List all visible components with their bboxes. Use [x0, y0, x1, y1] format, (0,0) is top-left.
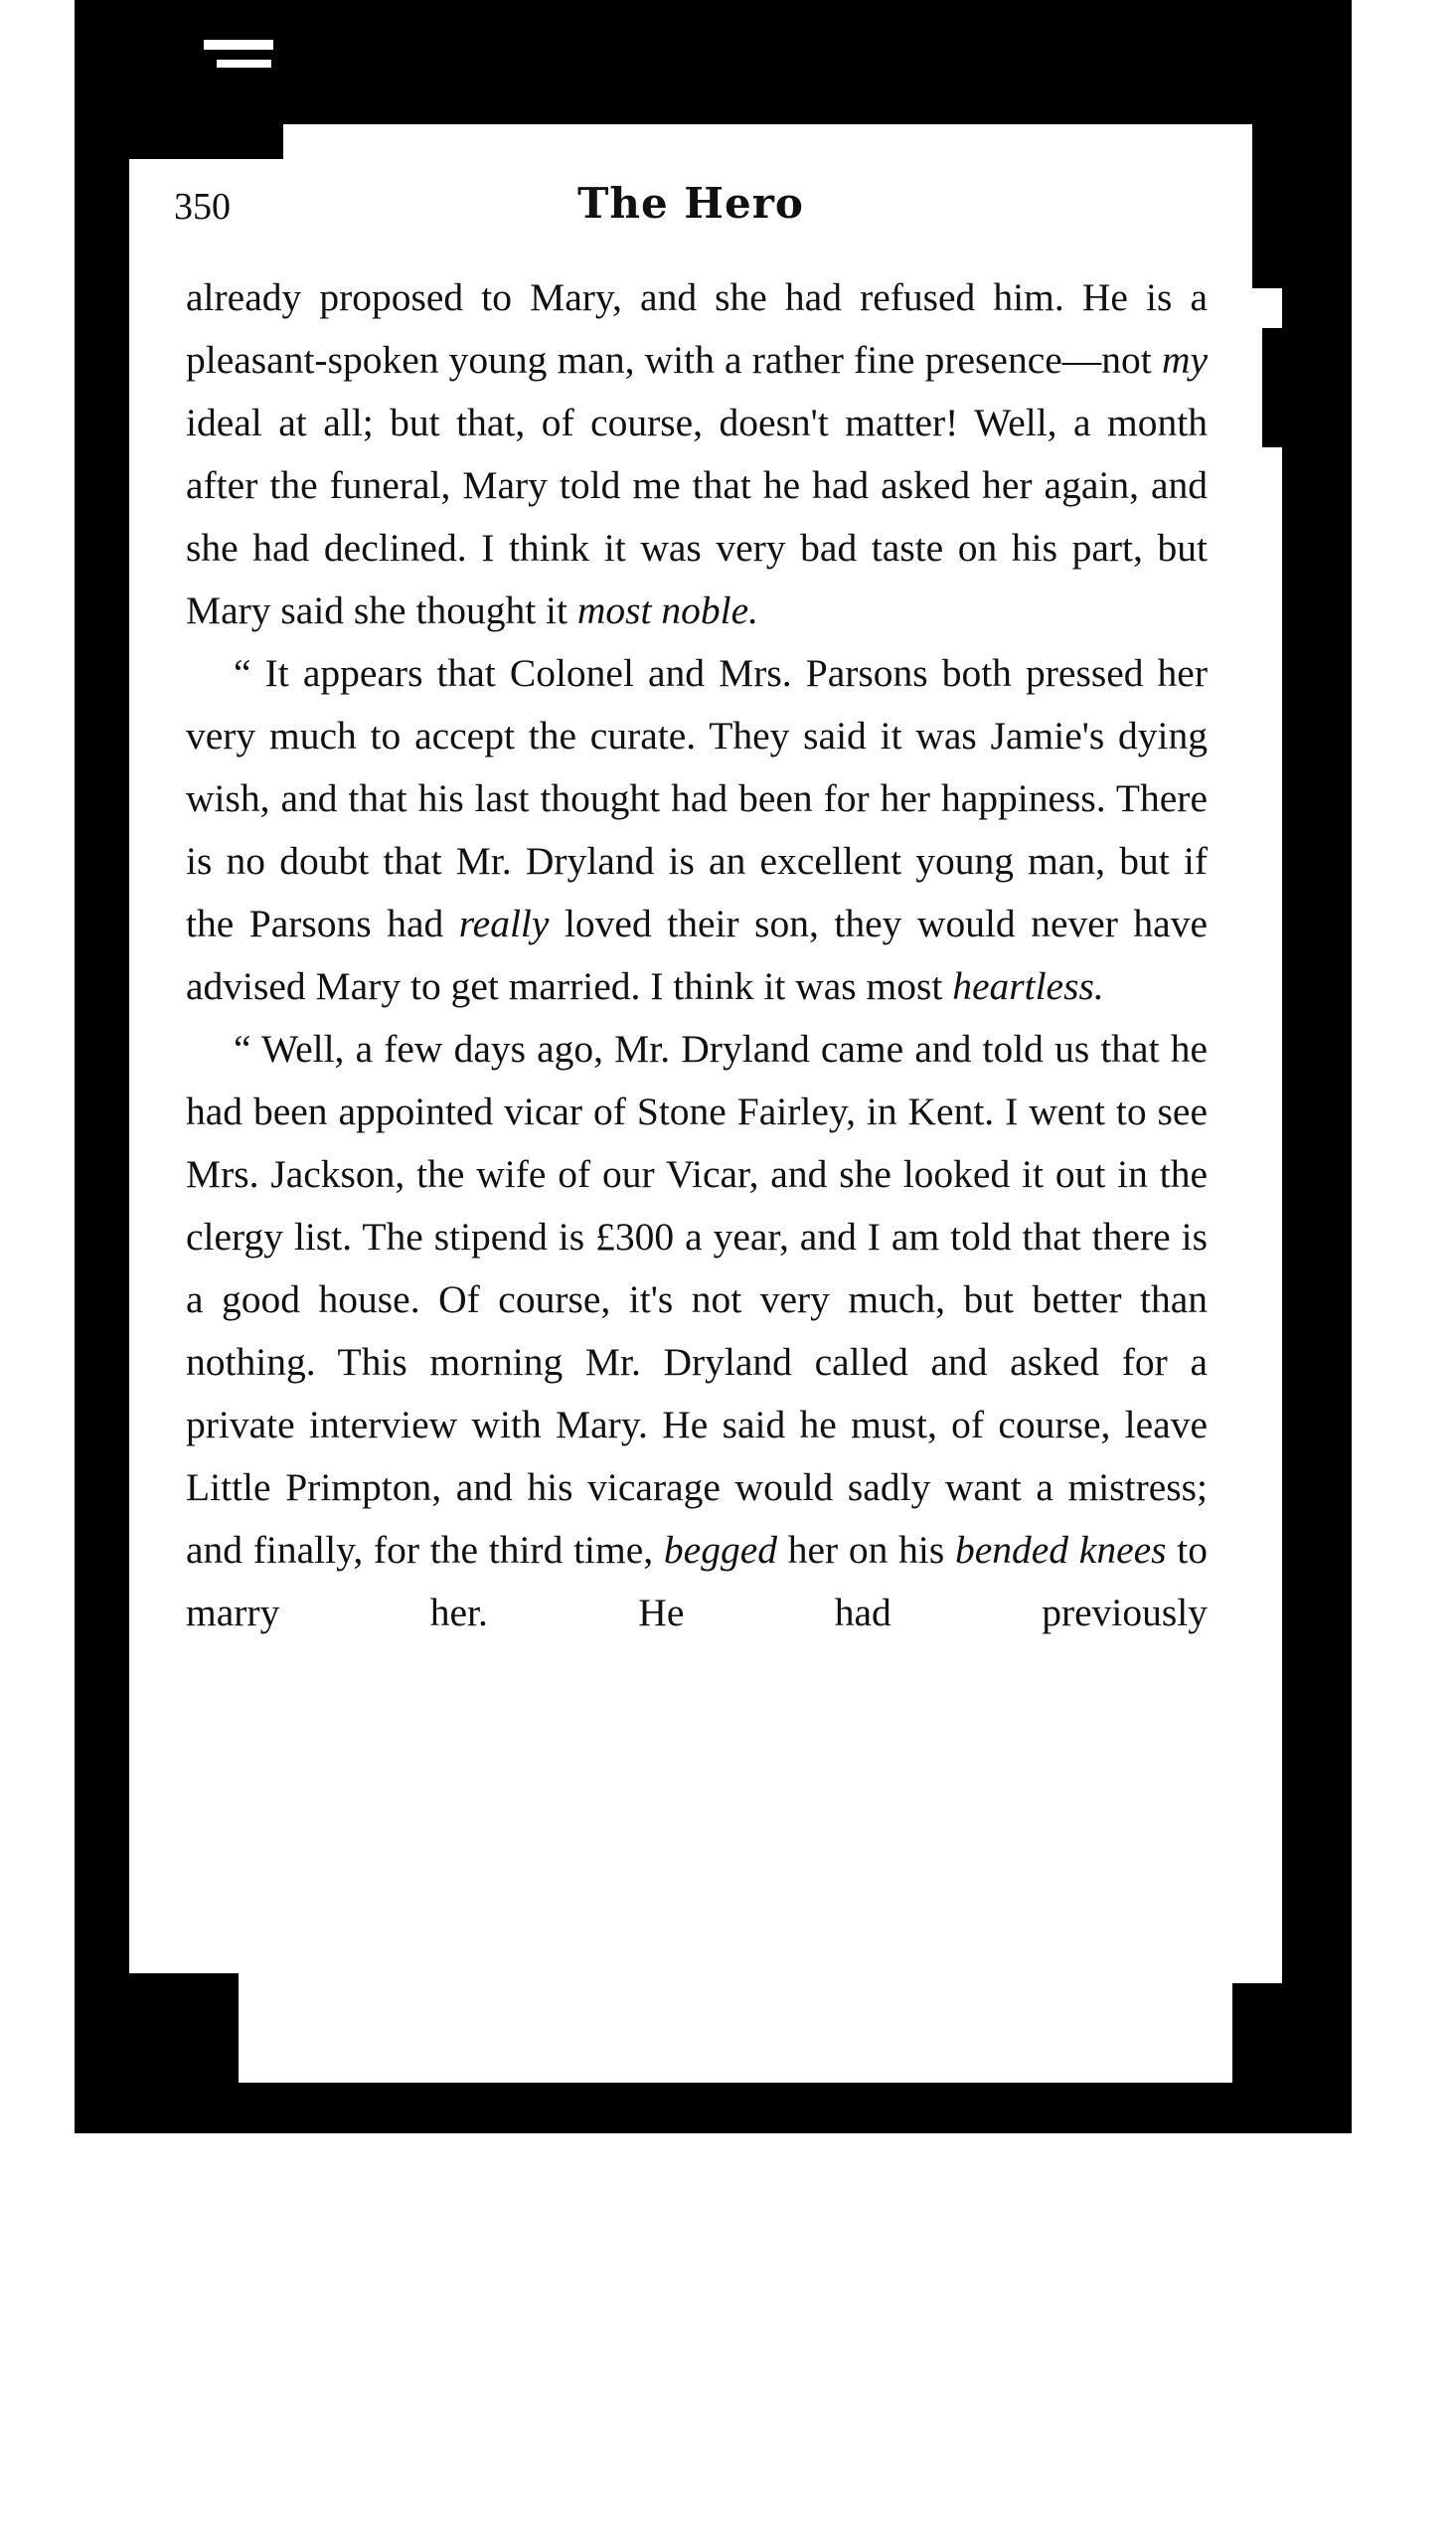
scan-edge: [1262, 328, 1352, 447]
page-header: [174, 179, 1208, 239]
text-run: her on his: [776, 1528, 955, 1572]
text-run: ideal at all; but that, of course, doesn't matter! Well, a month after the funeral, Mary told me that he had asked her again, and she had declined. I think it was very bad taste on his part, but Mary said she thought it: [186, 401, 1208, 632]
italic-run: really: [458, 902, 550, 945]
scan-edge: [204, 40, 273, 50]
page-number: 350: [174, 186, 231, 228]
italic-run: most noble.: [576, 589, 759, 632]
scan-edge: [1252, 40, 1352, 288]
italic-run: bended knees: [954, 1528, 1167, 1572]
paragraph: [186, 642, 1208, 1018]
italic-run: begged: [663, 1528, 777, 1572]
text-run: to marry her. He had previously: [186, 1528, 1208, 1634]
paragraph: [186, 1018, 1208, 1644]
body-text: [186, 266, 1208, 1644]
scan-edge: [217, 60, 271, 68]
italic-run: heartless.: [952, 964, 1104, 1008]
italic-run: my: [1161, 338, 1208, 382]
text-run: loved their son, they would never have advised Mary to get married. I think it was most: [186, 902, 1208, 1008]
paragraph: [186, 266, 1208, 642]
running-title: The Hero: [577, 179, 804, 228]
text-run: already proposed to Mary, and she had refused him. He is a pleasant-spoken young man, with a rather fine presence—not: [186, 275, 1208, 382]
scan-edge: [1232, 1983, 1352, 2083]
text-run: “ Well, a few days ago, Mr. Dryland came and told us that he had been appointed vicar of Stone Fairley, in Kent. I went to see Mrs. Jackson, the wife of our Vicar, and she looked it out in the clergy list. The stipend is £300 a year, and I am told that there is a good house. Of course, it's not very much, but better than nothing. This morning Mr. Dryland called and asked for a private interview with Mary. He said he must, of course, leave Little Primpton, and his vicarage would sadly want a mistress; and finally, for the third time,: [186, 1027, 1208, 1572]
text-run: “ It appears that Colonel and Mrs. Parsons both pressed her very much to accept the curate. They said it was Jamie's dying wish, and that his last thought had been for her happiness. There is no doubt that Mr. Dryland is an excellent young man, but if the Parsons had: [186, 651, 1208, 945]
scan-edge: [129, 1973, 239, 2083]
